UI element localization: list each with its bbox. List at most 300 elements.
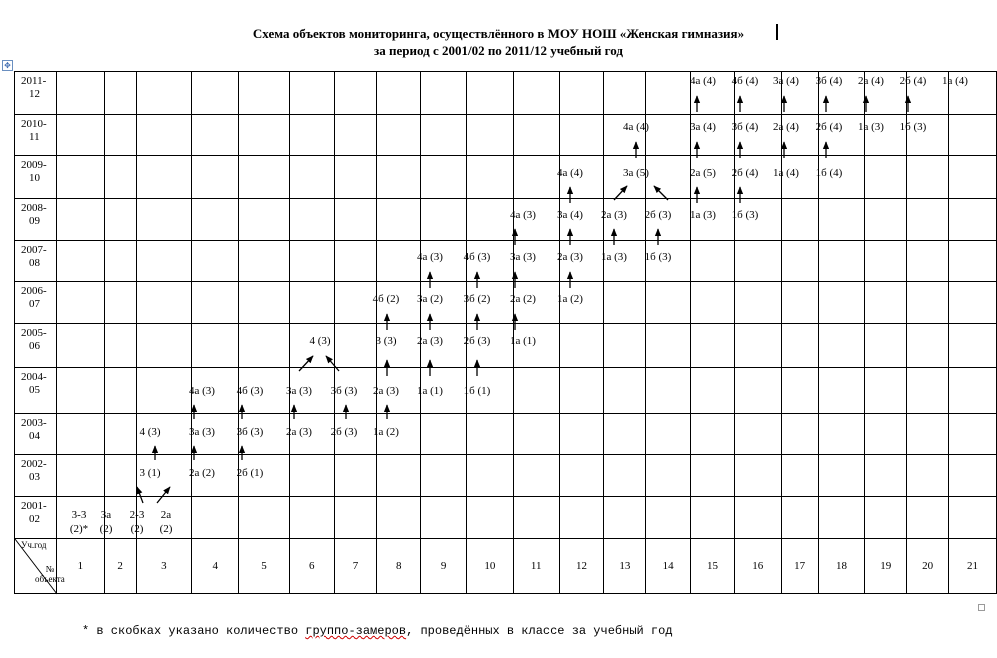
table-resize-handle[interactable] bbox=[978, 604, 985, 611]
schema-cell bbox=[604, 241, 646, 282]
schema-cell bbox=[907, 414, 949, 455]
schema-cell bbox=[192, 282, 239, 324]
schema-cell bbox=[289, 368, 334, 414]
class-measurement-label: 3а (4) bbox=[557, 209, 583, 221]
schema-cell bbox=[466, 497, 513, 539]
class-measurement-label: 1а (2) bbox=[557, 293, 583, 305]
schema-cell bbox=[463, 324, 513, 368]
schema-cell bbox=[136, 282, 192, 324]
object-number-cell: 2 bbox=[104, 539, 136, 594]
schema-cell bbox=[559, 368, 604, 414]
schema-cell bbox=[949, 72, 997, 115]
object-number-cell: 4 bbox=[192, 539, 239, 594]
year-label-start: 2003- bbox=[21, 417, 47, 429]
class-measurement-label: 2а (3) bbox=[601, 209, 627, 221]
schema-cell bbox=[818, 368, 865, 414]
schema-cell bbox=[949, 156, 997, 199]
document-title-line-1: Схема объектов мониторинга, осуществлённого в МОУ НОШ «Женская гимназия» bbox=[252, 26, 745, 41]
schema-cell bbox=[691, 324, 735, 368]
schema-cell bbox=[949, 324, 997, 368]
object-number-cell: 21 bbox=[949, 539, 997, 594]
year-row bbox=[15, 414, 997, 455]
class-measurement-label: 1б (1) bbox=[463, 385, 491, 397]
schema-cell bbox=[513, 72, 559, 115]
class-measurement-label: 3б (3) bbox=[236, 426, 264, 438]
year-label-end: 06 bbox=[29, 340, 40, 352]
class-measurement-label: 4б (3) bbox=[463, 251, 491, 263]
schema-cell bbox=[289, 156, 334, 199]
schema-cell bbox=[691, 455, 735, 497]
year-cell bbox=[15, 199, 57, 241]
object-number-cell: 7 bbox=[334, 539, 377, 594]
object-number-cell: 19 bbox=[865, 539, 907, 594]
class-measurement-label: 2б (3) bbox=[463, 335, 491, 347]
schema-cell bbox=[513, 199, 559, 241]
schema-cell bbox=[421, 414, 467, 455]
year-label-end: 08 bbox=[29, 257, 40, 269]
object-number-cell: 18 bbox=[818, 539, 865, 594]
schema-cell bbox=[377, 368, 421, 414]
object-number-cell: 16 bbox=[734, 539, 781, 594]
schema-cell bbox=[907, 156, 949, 199]
class-measurement-label: 3а (3) bbox=[189, 426, 215, 438]
class-measurement-label: 3 (1) bbox=[139, 467, 161, 479]
schema-cell bbox=[421, 72, 467, 115]
class-measurement-label: 4а (3) bbox=[510, 209, 536, 221]
schema-cell bbox=[104, 368, 136, 414]
class-measurement-label: 2а (4) bbox=[858, 75, 884, 87]
schema-cell bbox=[377, 199, 421, 241]
schema-cell bbox=[513, 241, 559, 282]
year-label-start: 2004- bbox=[21, 371, 47, 383]
class-measurement-label: 3а (4) bbox=[773, 75, 799, 87]
schema-cell bbox=[466, 455, 513, 497]
object-number-cell: 3 bbox=[136, 539, 192, 594]
schema-cell bbox=[239, 199, 290, 241]
year-row bbox=[15, 368, 997, 414]
object-number-cell: 17 bbox=[781, 539, 818, 594]
year-row bbox=[15, 497, 997, 539]
schema-cell bbox=[734, 241, 781, 282]
year-row bbox=[15, 282, 997, 324]
schema-cell bbox=[559, 115, 604, 156]
schema-cell bbox=[104, 282, 136, 324]
schema-cell bbox=[236, 414, 290, 455]
class-measurement-label: 2а bbox=[160, 509, 172, 521]
schema-cell bbox=[907, 324, 949, 368]
schema-cell bbox=[691, 156, 735, 199]
year-label-end: 09 bbox=[29, 215, 40, 227]
schema-cell bbox=[104, 72, 136, 115]
schema-cell bbox=[513, 115, 559, 156]
schema-cell bbox=[56, 115, 104, 156]
class-measurement-label: 2б (4) bbox=[899, 75, 927, 87]
class-measurement-label: 4б (4) bbox=[731, 75, 759, 87]
schema-cell bbox=[559, 414, 604, 455]
schema-cell bbox=[865, 282, 907, 324]
class-measurement-label: 2б (4) bbox=[731, 167, 759, 179]
class-measurement-label: 3б (4) bbox=[815, 75, 843, 87]
year-row bbox=[15, 241, 997, 282]
class-measurement-label: 2а (5) bbox=[690, 167, 716, 179]
schema-cell bbox=[646, 72, 691, 115]
year-label-start: 2009- bbox=[21, 159, 47, 171]
schema-cell bbox=[646, 368, 691, 414]
object-number-cell: 6 bbox=[289, 539, 334, 594]
schema-cell bbox=[289, 414, 334, 455]
schema-cell bbox=[377, 72, 421, 115]
schema-cell bbox=[421, 497, 467, 539]
year-label-start: 2002- bbox=[21, 458, 47, 470]
schema-cell bbox=[192, 497, 239, 539]
schema-cell bbox=[604, 414, 646, 455]
class-measurement-label: 3б (2) bbox=[463, 293, 491, 305]
object-number-cell: 20 bbox=[907, 539, 949, 594]
class-measurement-label: 4 (3) bbox=[139, 426, 161, 438]
schema-cell bbox=[239, 282, 290, 324]
schema-cell bbox=[559, 455, 604, 497]
class-measurement-label: 2-3 bbox=[129, 509, 145, 521]
schema-cell bbox=[865, 241, 907, 282]
schema-cell bbox=[334, 368, 377, 414]
schema-cell bbox=[734, 497, 781, 539]
schema-cell bbox=[334, 156, 377, 199]
schema-cell bbox=[691, 241, 735, 282]
object-number-cell: 10 bbox=[466, 539, 513, 594]
corner-object-label-line1: № bbox=[45, 564, 55, 574]
object-number-cell: 14 bbox=[646, 539, 691, 594]
schema-cell bbox=[136, 324, 192, 368]
schema-cell bbox=[907, 497, 949, 539]
schema-cell bbox=[56, 199, 104, 241]
class-measurement-label: (2) bbox=[159, 523, 173, 535]
class-measurement-label: 3а (2) bbox=[417, 293, 443, 305]
year-label-start: 2005- bbox=[21, 327, 47, 339]
year-label-end: 10 bbox=[29, 172, 40, 184]
year-label-end: 12 bbox=[29, 88, 40, 100]
schema-cell bbox=[815, 115, 865, 156]
year-label-end: 02 bbox=[29, 513, 40, 525]
schema-cell bbox=[604, 455, 646, 497]
schema-cell bbox=[466, 414, 513, 455]
table-move-handle-icon[interactable]: ✥ bbox=[2, 60, 13, 71]
schema-cell bbox=[421, 156, 467, 199]
class-measurement-label: 1а (1) bbox=[510, 335, 536, 347]
schema-cell bbox=[463, 368, 513, 414]
schema-cell bbox=[781, 115, 818, 156]
footnote-text-end: , проведённых в классе за учебный год bbox=[406, 624, 673, 638]
schema-cell bbox=[334, 115, 377, 156]
schema-cell bbox=[136, 156, 192, 199]
schema-cell bbox=[781, 324, 818, 368]
schema-cell bbox=[239, 497, 290, 539]
schema-cell bbox=[815, 156, 865, 199]
schema-cell bbox=[731, 72, 781, 115]
schema-cell bbox=[192, 455, 239, 497]
class-measurement-label: 4а (3) bbox=[189, 385, 215, 397]
schema-cell bbox=[781, 241, 818, 282]
schema-cell bbox=[334, 414, 377, 455]
schema-cell bbox=[781, 414, 818, 455]
schema-cell bbox=[463, 282, 513, 324]
schema-cell bbox=[865, 324, 907, 368]
year-label-start: 2008- bbox=[21, 202, 47, 214]
schema-cell bbox=[818, 241, 865, 282]
schema-cell bbox=[463, 241, 513, 282]
class-measurement-label: 3-3 bbox=[71, 509, 87, 521]
class-measurement-label: 2б (1) bbox=[236, 467, 264, 479]
schema-cell bbox=[604, 368, 646, 414]
year-row bbox=[15, 156, 997, 199]
schema-cell bbox=[104, 455, 136, 497]
class-measurement-label: 4а (4) bbox=[557, 167, 583, 179]
schema-cell bbox=[559, 199, 604, 241]
year-cell bbox=[15, 414, 57, 455]
schema-cell bbox=[289, 324, 334, 368]
schema-cell bbox=[604, 497, 646, 539]
schema-cell bbox=[513, 497, 559, 539]
year-cell bbox=[15, 156, 57, 199]
schema-cell bbox=[604, 199, 646, 241]
class-measurement-label: 2а (3) bbox=[417, 335, 443, 347]
year-label-end: 04 bbox=[29, 430, 40, 442]
schema-cell bbox=[192, 72, 239, 115]
schema-cell bbox=[334, 455, 377, 497]
schema-cell bbox=[691, 115, 735, 156]
schema-cell bbox=[604, 156, 646, 199]
schema-cell bbox=[236, 368, 290, 414]
corner-object-label bbox=[35, 564, 65, 584]
schema-cell bbox=[907, 282, 949, 324]
class-measurement-label: 3 (3) bbox=[375, 335, 397, 347]
schema-cell bbox=[865, 115, 907, 156]
schema-cell bbox=[907, 199, 949, 241]
footnote-misspelled-word: группо-замеров bbox=[305, 624, 407, 638]
schema-cell bbox=[865, 414, 907, 455]
schema-cell bbox=[734, 414, 781, 455]
schema-cell bbox=[646, 455, 691, 497]
year-label-end: 03 bbox=[29, 471, 40, 483]
year-label-end: 11 bbox=[29, 131, 40, 143]
schema-cell bbox=[604, 282, 646, 324]
schema-cell bbox=[136, 199, 192, 241]
schema-cell bbox=[192, 199, 239, 241]
schema-cell bbox=[907, 455, 949, 497]
schema-cell bbox=[104, 156, 136, 199]
document-title-line-2: за период с 2001/02 по 2011/12 учебный год bbox=[374, 43, 623, 58]
schema-cell bbox=[646, 282, 691, 324]
schema-cell bbox=[513, 282, 559, 324]
footnote-text-start: * в скобках указано количество bbox=[82, 624, 306, 638]
schema-cell bbox=[949, 115, 997, 156]
schema-cell bbox=[56, 455, 104, 497]
schema-cell bbox=[56, 282, 104, 324]
schema-cell bbox=[646, 414, 691, 455]
schema-cell bbox=[192, 241, 239, 282]
object-number-cell: 1 bbox=[56, 539, 104, 594]
schema-cell bbox=[289, 282, 334, 324]
schema-cell bbox=[192, 368, 239, 414]
schema-cell bbox=[104, 115, 136, 156]
schema-cell bbox=[334, 241, 377, 282]
schema-cell bbox=[781, 72, 818, 115]
year-cell bbox=[15, 72, 57, 115]
schema-cell bbox=[559, 72, 604, 115]
schema-cell bbox=[865, 368, 907, 414]
schema-cell bbox=[513, 414, 559, 455]
corner-year-label: Уч.год bbox=[21, 540, 47, 550]
year-row bbox=[15, 115, 997, 156]
schema-cell bbox=[377, 324, 421, 368]
schema-cell bbox=[865, 156, 907, 199]
schema-cell bbox=[907, 72, 949, 115]
schema-cell bbox=[781, 199, 818, 241]
schema-cell bbox=[781, 455, 818, 497]
schema-cell bbox=[421, 324, 467, 368]
schema-cell bbox=[104, 199, 136, 241]
schema-cell bbox=[377, 414, 421, 455]
schema-cell bbox=[691, 282, 735, 324]
schema-cell bbox=[646, 115, 691, 156]
schema-cell bbox=[136, 368, 192, 414]
schema-cell bbox=[289, 115, 334, 156]
class-measurement-label: 2а (4) bbox=[773, 121, 799, 133]
schema-cell bbox=[949, 414, 997, 455]
schema-cell bbox=[236, 455, 290, 497]
class-measurement-label: 1а (4) bbox=[773, 167, 799, 179]
class-measurement-label: 2а (2) bbox=[510, 293, 536, 305]
class-measurement-label: 1б (3) bbox=[731, 209, 759, 221]
schema-cell bbox=[907, 368, 949, 414]
year-row bbox=[15, 199, 997, 241]
class-measurement-label: (2) bbox=[99, 523, 113, 535]
class-measurement-label: 1а (1) bbox=[417, 385, 443, 397]
object-number-cell: 15 bbox=[691, 539, 735, 594]
schema-cell bbox=[731, 199, 781, 241]
schema-cell bbox=[818, 199, 865, 241]
schema-cell bbox=[104, 497, 136, 539]
schema-cell bbox=[691, 368, 735, 414]
schema-cell bbox=[239, 241, 290, 282]
schema-cell bbox=[192, 115, 239, 156]
class-measurement-label: 3а bbox=[100, 509, 112, 521]
object-number-cell: 13 bbox=[604, 539, 646, 594]
year-cell bbox=[15, 282, 57, 324]
schema-cell bbox=[513, 156, 559, 199]
schema-cell bbox=[334, 72, 377, 115]
schema-cell bbox=[334, 324, 377, 368]
schema-cell bbox=[239, 115, 290, 156]
schema-cell bbox=[604, 115, 646, 156]
year-cell bbox=[15, 455, 57, 497]
year-row bbox=[15, 72, 997, 115]
schema-cell bbox=[104, 241, 136, 282]
schema-cell bbox=[289, 241, 334, 282]
schema-cell bbox=[192, 156, 239, 199]
schema-cell bbox=[192, 324, 239, 368]
class-measurement-label: 3а (4) bbox=[690, 121, 716, 133]
object-number-cell: 12 bbox=[559, 539, 604, 594]
schema-cell bbox=[949, 455, 997, 497]
schema-cell bbox=[56, 241, 104, 282]
schema-cell bbox=[781, 368, 818, 414]
schema-cell bbox=[421, 199, 467, 241]
schema-cell bbox=[239, 156, 290, 199]
schema-cell bbox=[513, 368, 559, 414]
schema-cell bbox=[559, 156, 604, 199]
schema-cell bbox=[104, 414, 136, 455]
schema-cell bbox=[781, 282, 818, 324]
year-cell bbox=[15, 497, 57, 539]
schema-cell bbox=[289, 72, 334, 115]
schema-cell bbox=[865, 199, 907, 241]
schema-cell bbox=[559, 497, 604, 539]
class-measurement-label: 2а (3) bbox=[557, 251, 583, 263]
year-cell bbox=[15, 241, 57, 282]
class-measurement-label: 3а (3) bbox=[510, 251, 536, 263]
schema-cell bbox=[949, 368, 997, 414]
year-cell bbox=[15, 324, 57, 368]
class-measurement-label: 2б (3) bbox=[644, 209, 672, 221]
class-measurement-label: 3а (3) bbox=[286, 385, 312, 397]
class-measurement-label: 2б (4) bbox=[815, 121, 843, 133]
schema-cell bbox=[734, 324, 781, 368]
class-measurement-label: 2б (3) bbox=[330, 426, 358, 438]
schema-cell bbox=[646, 324, 691, 368]
class-measurement-label: 1а (4) bbox=[942, 75, 968, 87]
schema-cell bbox=[907, 115, 949, 156]
schema-cell bbox=[734, 282, 781, 324]
schema-cell bbox=[56, 368, 104, 414]
schema-cell bbox=[559, 324, 604, 368]
class-measurement-label: 1а (2) bbox=[373, 426, 399, 438]
schema-cell bbox=[56, 414, 104, 455]
schema-cell bbox=[815, 72, 865, 115]
schema-cell bbox=[646, 497, 691, 539]
schema-cell bbox=[604, 72, 646, 115]
class-measurement-label: 4а (3) bbox=[417, 251, 443, 263]
corner-header-cell bbox=[15, 539, 65, 594]
schema-cell bbox=[136, 414, 192, 455]
schema-cell bbox=[421, 115, 467, 156]
schema-cell bbox=[646, 241, 691, 282]
schema-cell bbox=[56, 324, 104, 368]
year-cell bbox=[15, 115, 57, 156]
year-row bbox=[15, 455, 997, 497]
schema-cell bbox=[949, 282, 997, 324]
year-label-end: 05 bbox=[29, 384, 40, 396]
schema-cell bbox=[56, 156, 104, 199]
schema-cell bbox=[136, 241, 192, 282]
schema-cell bbox=[731, 115, 781, 156]
class-measurement-label: 3б (3) bbox=[330, 385, 358, 397]
schema-cell bbox=[907, 241, 949, 282]
schema-cell bbox=[136, 72, 192, 115]
year-cell bbox=[15, 368, 57, 414]
schema-cell bbox=[289, 497, 334, 539]
class-measurement-label: 2а (2) bbox=[189, 467, 215, 479]
class-measurement-label: 1а (3) bbox=[601, 251, 627, 263]
schema-cell bbox=[691, 414, 735, 455]
class-measurement-label: 4 (3) bbox=[309, 335, 331, 347]
footnote bbox=[82, 624, 673, 638]
schema-cell bbox=[734, 455, 781, 497]
schema-cell bbox=[289, 199, 334, 241]
schema-cell bbox=[949, 497, 997, 539]
schema-cell bbox=[377, 115, 421, 156]
class-measurement-label: 2а (3) bbox=[373, 385, 399, 397]
class-measurement-label: 4б (3) bbox=[236, 385, 264, 397]
